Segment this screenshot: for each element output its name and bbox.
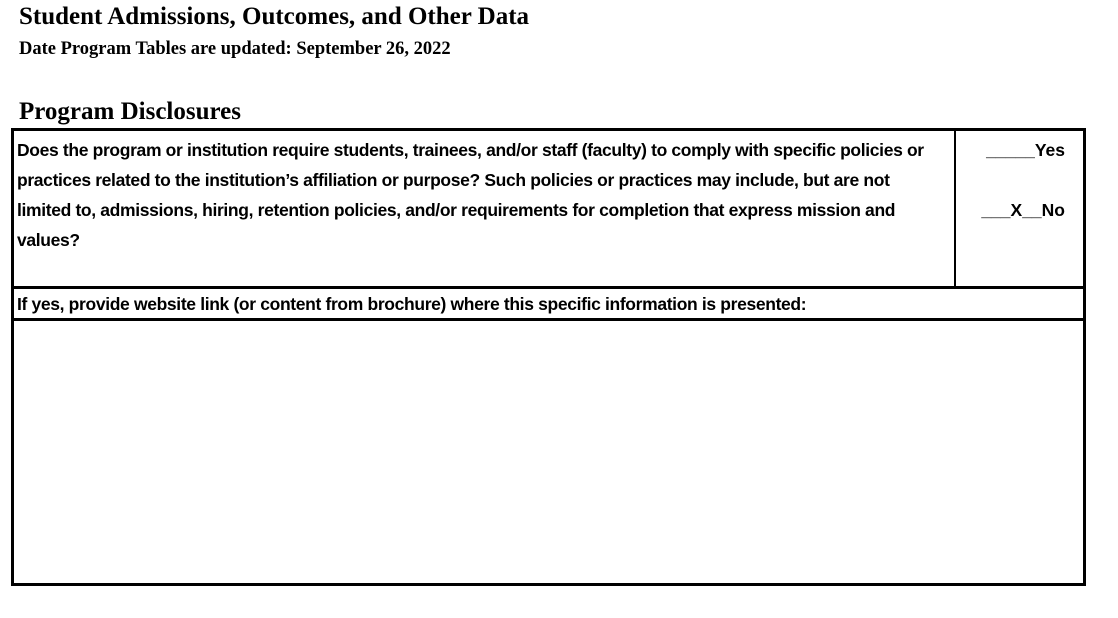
followup-response-area[interactable] xyxy=(14,321,1083,583)
section-title: Program Disclosures xyxy=(19,98,241,125)
yes-mark: _____ xyxy=(986,140,1035,160)
answer-cell xyxy=(956,131,1083,286)
disclosure-table xyxy=(11,128,1086,586)
row-divider xyxy=(14,286,1083,289)
no-label: No xyxy=(1041,200,1065,220)
no-option[interactable] xyxy=(981,195,1065,225)
update-date-line: Date Program Tables are updated: September 26, 2022 xyxy=(19,39,451,59)
question-cell xyxy=(14,131,956,286)
no-mark: ___X__ xyxy=(981,200,1042,220)
yes-label: Yes xyxy=(1034,140,1065,160)
disclosure-question: Does the program or institution require students, trainees, and/or staff (faculty) to comply with specific policies or practices related to the institution’s affiliation or purpose? Such policies or practices may include, but are not limited to, admissions, hiring, retention policies, and/or requirements for completion that express mission and values? xyxy=(17,140,924,250)
followup-label: If yes, provide website link (or content from brochure) where this specific information is presented: xyxy=(17,294,807,314)
page-title: Student Admissions, Outcomes, and Other Data xyxy=(19,3,530,30)
yes-option[interactable] xyxy=(986,135,1065,165)
